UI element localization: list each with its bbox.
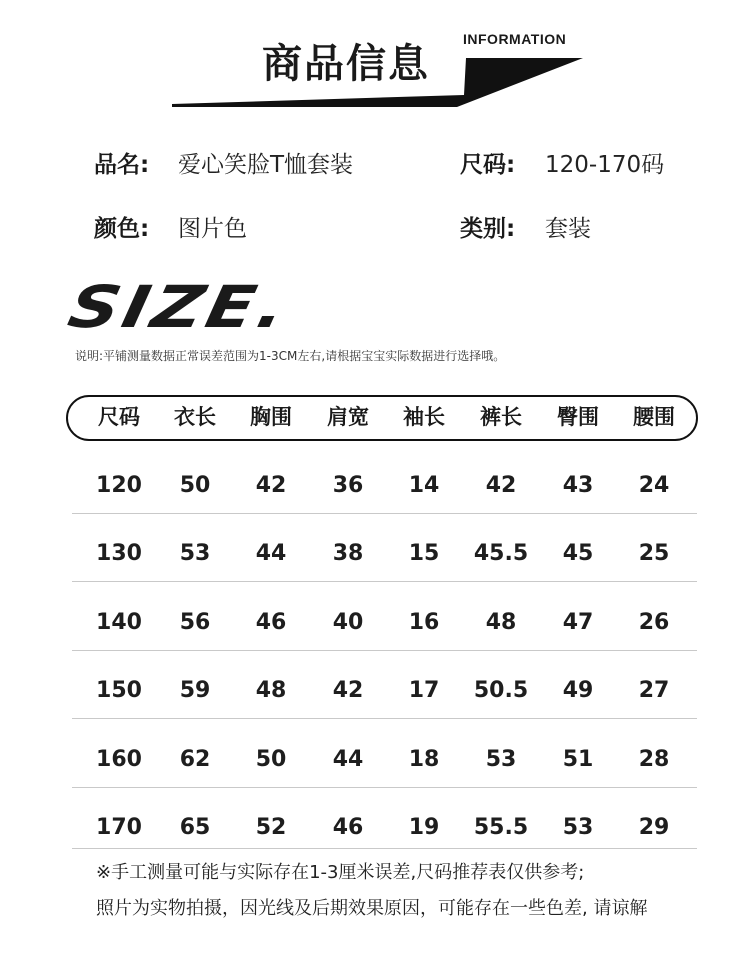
cell-shoulder: 38 xyxy=(332,541,364,566)
cell-shoulder: 44 xyxy=(332,747,364,772)
cell-pants-length: 42 xyxy=(485,473,517,498)
color-label: 颜色: xyxy=(94,216,150,242)
cell-chest: 42 xyxy=(255,473,287,498)
cell-size: 140 xyxy=(96,610,142,635)
footnote-color: 照片为实物拍摄，因光线及后期效果原因，可能存在一些色差, 请谅解 xyxy=(96,898,648,919)
cell-pants-length: 48 xyxy=(485,610,517,635)
cell-size: 150 xyxy=(96,678,142,703)
product-name-label: 品名: xyxy=(94,152,150,178)
measurement-note: 说明:平铺测量数据正常误差范围为1-3CM左右,请根据宝宝实际数据进行选择哦。 xyxy=(75,349,506,363)
cell-size: 120 xyxy=(96,473,142,498)
cell-hip: 47 xyxy=(562,610,594,635)
cell-size: 160 xyxy=(96,747,142,772)
color-value: 图片色 xyxy=(178,216,247,242)
cell-waist: 26 xyxy=(638,610,670,635)
cell-sleeve: 17 xyxy=(408,678,440,703)
cell-sleeve: 16 xyxy=(408,610,440,635)
section-title: 商品信息 xyxy=(262,41,430,87)
header-pants-length: 裤长 xyxy=(480,405,522,429)
header-length: 衣长 xyxy=(174,405,216,429)
cell-pants-length: 50.5 xyxy=(473,678,529,703)
header-hip: 臀围 xyxy=(557,405,599,429)
cell-hip: 45 xyxy=(562,541,594,566)
category-value: 套装 xyxy=(545,216,591,242)
cell-size: 130 xyxy=(96,541,142,566)
cell-hip: 43 xyxy=(562,473,594,498)
cell-chest: 48 xyxy=(255,678,287,703)
size-range-value: 120-170码 xyxy=(545,152,665,178)
section-subtitle: INFORMATION xyxy=(463,31,567,47)
row-divider xyxy=(72,581,697,582)
cell-length: 59 xyxy=(179,678,211,703)
cell-sleeve: 19 xyxy=(408,815,440,840)
size-logo: SIZE. xyxy=(62,273,296,341)
cell-length: 65 xyxy=(179,815,211,840)
row-divider xyxy=(72,513,697,514)
category-label: 类别: xyxy=(460,216,516,242)
cell-shoulder: 36 xyxy=(332,473,364,498)
header-size: 尺码 xyxy=(98,405,140,429)
cell-sleeve: 18 xyxy=(408,747,440,772)
cell-waist: 25 xyxy=(638,541,670,566)
cell-pants-length: 53 xyxy=(485,747,517,772)
header-waist: 腰围 xyxy=(633,405,675,429)
row-divider xyxy=(72,650,697,651)
cell-waist: 29 xyxy=(638,815,670,840)
cell-length: 50 xyxy=(179,473,211,498)
cell-sleeve: 14 xyxy=(408,473,440,498)
cell-chest: 50 xyxy=(255,747,287,772)
cell-length: 56 xyxy=(179,610,211,635)
cell-shoulder: 40 xyxy=(332,610,364,635)
cell-chest: 52 xyxy=(255,815,287,840)
row-divider xyxy=(72,848,697,849)
cell-waist: 27 xyxy=(638,678,670,703)
cell-shoulder: 46 xyxy=(332,815,364,840)
size-range-label: 尺码: xyxy=(460,152,516,178)
cell-pants-length: 55.5 xyxy=(473,815,529,840)
header-sleeve: 袖长 xyxy=(403,405,445,429)
cell-length: 62 xyxy=(179,747,211,772)
footnote-measurement: ※手工测量可能与实际存在1-3厘米误差,尺码推荐表仅供参考; xyxy=(96,862,585,883)
product-name-value: 爱心笑脸T恤套装 xyxy=(178,152,354,178)
cell-chest: 46 xyxy=(255,610,287,635)
cell-hip: 53 xyxy=(562,815,594,840)
cell-shoulder: 42 xyxy=(332,678,364,703)
header-shoulder: 肩宽 xyxy=(327,405,369,429)
size-table-header xyxy=(66,395,698,441)
cell-sleeve: 15 xyxy=(408,541,440,566)
cell-waist: 24 xyxy=(638,473,670,498)
row-divider xyxy=(72,718,697,719)
cell-size: 170 xyxy=(96,815,142,840)
cell-hip: 49 xyxy=(562,678,594,703)
cell-pants-length: 45.5 xyxy=(473,541,529,566)
cell-chest: 44 xyxy=(255,541,287,566)
row-divider xyxy=(72,787,697,788)
cell-length: 53 xyxy=(179,541,211,566)
cell-hip: 51 xyxy=(562,747,594,772)
cell-waist: 28 xyxy=(638,747,670,772)
header-chest: 胸围 xyxy=(250,405,292,429)
